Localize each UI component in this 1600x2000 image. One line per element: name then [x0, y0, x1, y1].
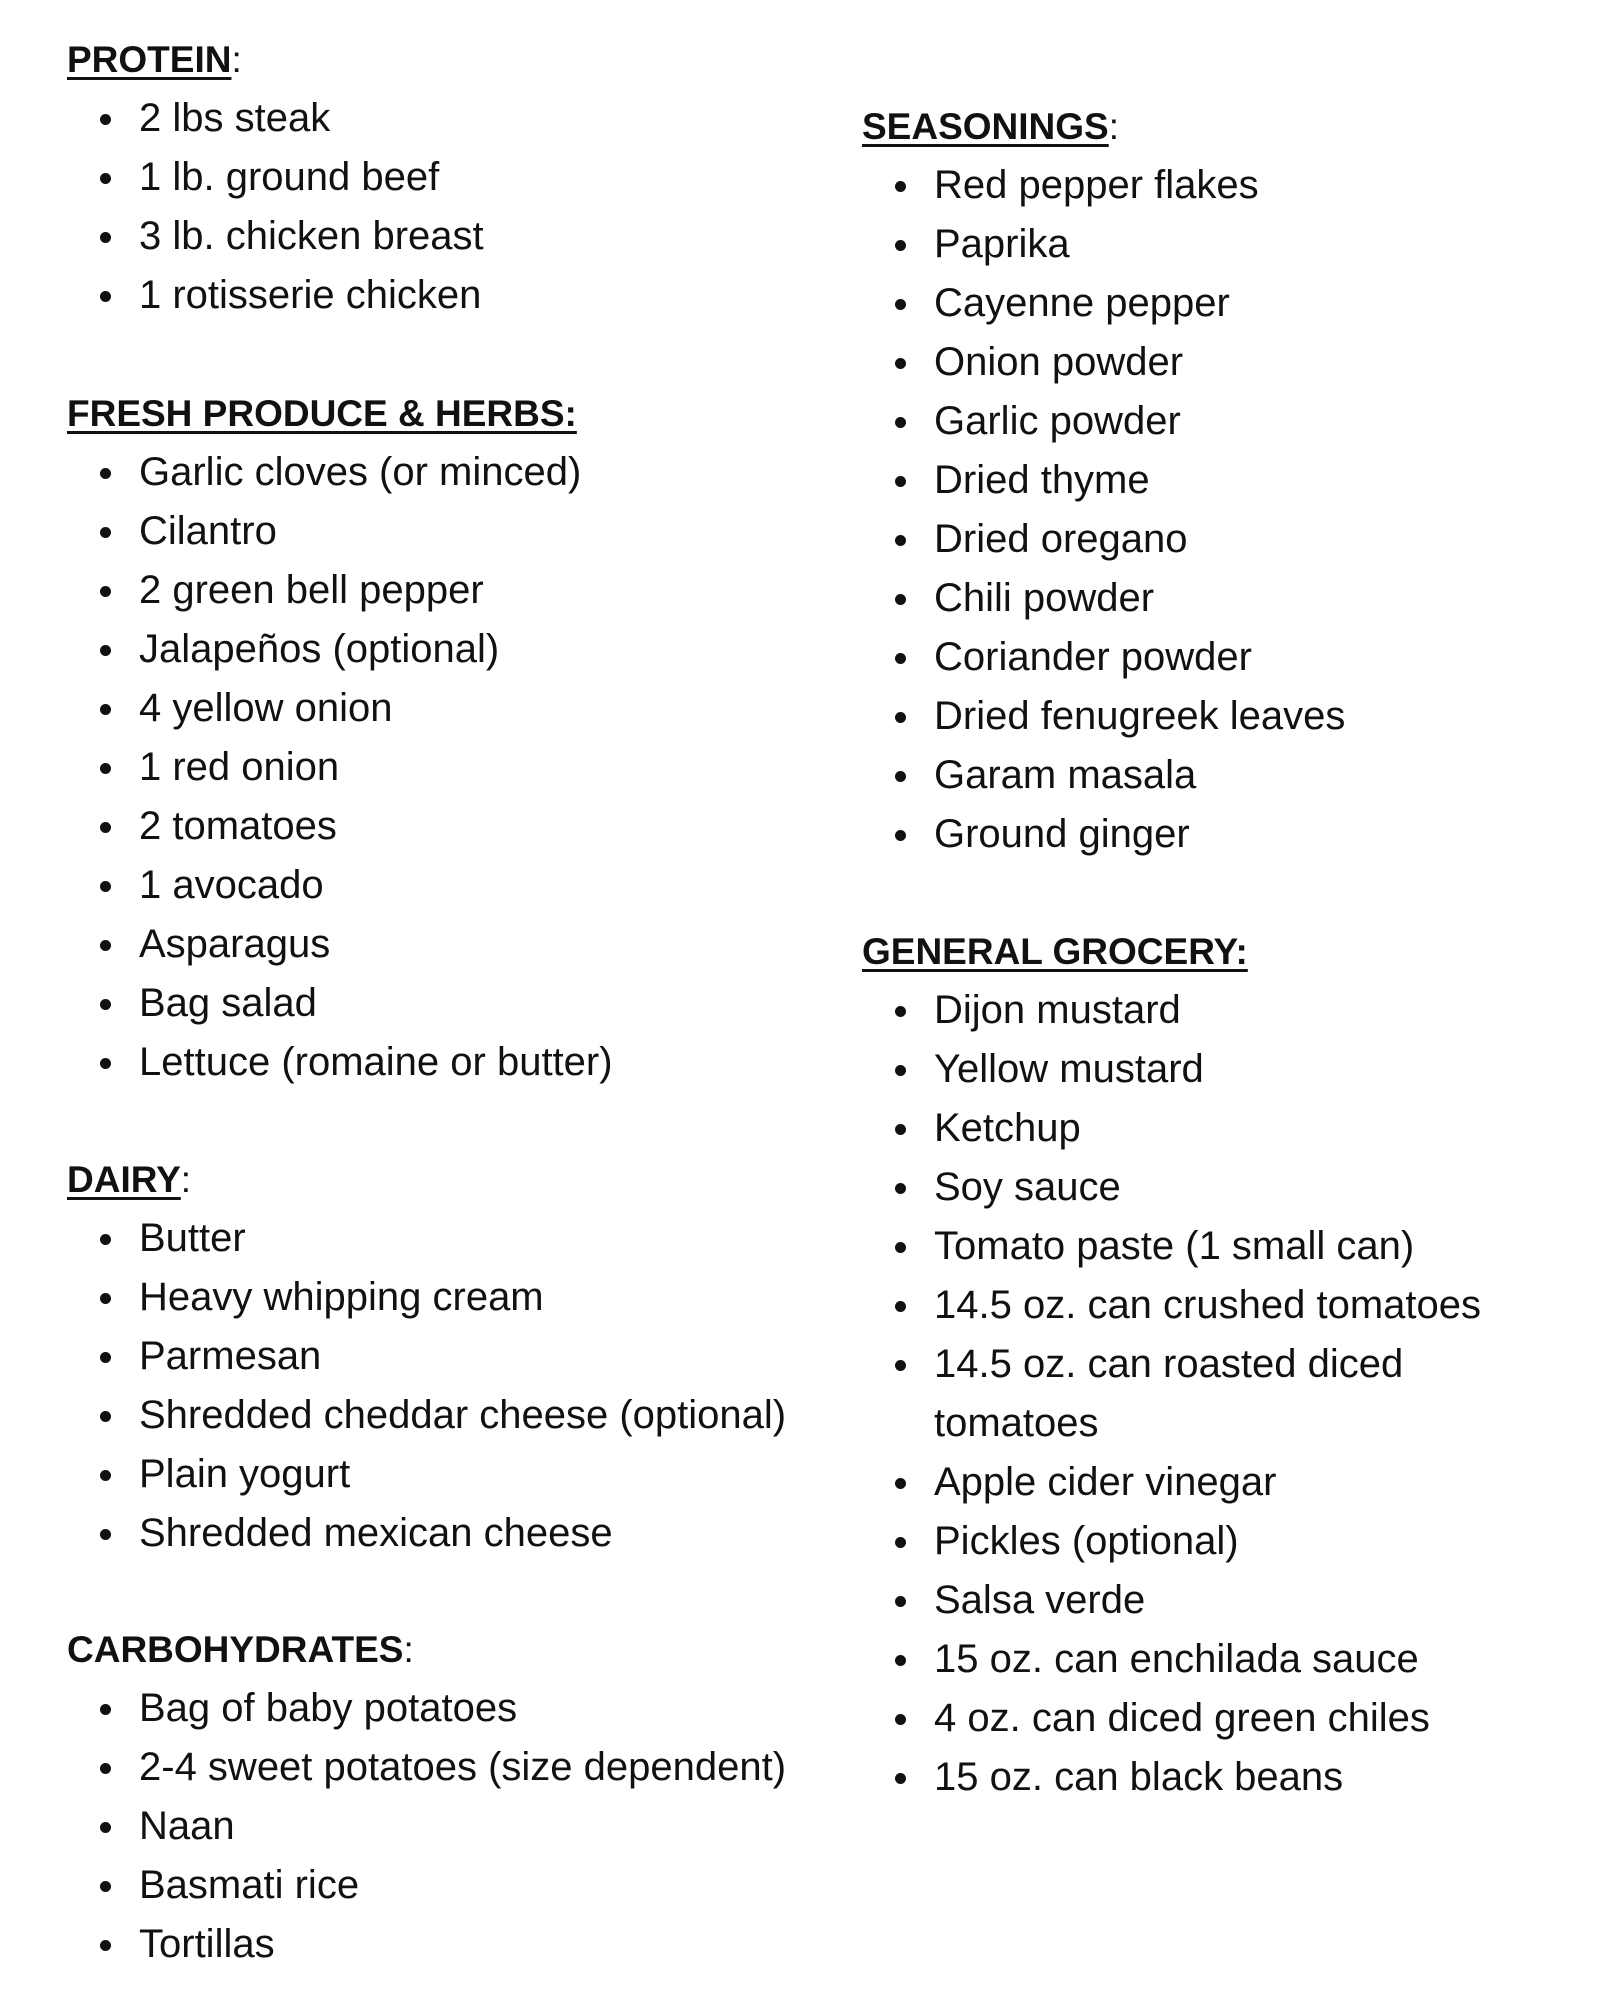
list-item: Dried thyme	[862, 451, 1345, 510]
list-item: Dried oregano	[862, 510, 1345, 569]
list-item: 1 rotisserie chicken	[67, 266, 484, 325]
section-heading	[862, 922, 1494, 981]
list-item: Basmati rice	[67, 1856, 786, 1915]
list-item: Bag salad	[67, 974, 613, 1033]
list-item: Tortillas	[67, 1915, 786, 1974]
list-item: Cayenne pepper	[862, 274, 1345, 333]
protein-heading: PROTEIN	[67, 39, 232, 80]
list-item: Salsa verde	[862, 1571, 1494, 1630]
seasonings-list	[862, 156, 1345, 864]
section-heading: CARBOHYDRATES:	[67, 1629, 414, 1670]
protein-section	[67, 30, 484, 325]
list-item: Plain yogurt	[67, 1445, 786, 1504]
list-item: Paprika	[862, 215, 1345, 274]
list-item: Onion powder	[862, 333, 1345, 392]
seasonings-heading: SEASONINGS	[862, 106, 1109, 147]
list-item: Shredded mexican cheese	[67, 1504, 786, 1563]
list-item: Jalapeños (optional)	[67, 620, 613, 679]
list-item: Lettuce (romaine or butter)	[67, 1033, 613, 1092]
list-item: Garam masala	[862, 746, 1345, 805]
list-item: Red pepper flakes	[862, 156, 1345, 215]
general-grocery-section	[862, 922, 1494, 1807]
list-item: Dijon mustard	[862, 981, 1494, 1040]
list-item: 1 lb. ground beef	[67, 148, 484, 207]
dairy-heading: DAIRY	[67, 1159, 181, 1200]
general-grocery-heading: GENERAL GROCERY:	[862, 931, 1248, 972]
list-item: 2 lbs steak	[67, 89, 484, 148]
list-item: Tomato paste (1 small can)	[862, 1217, 1494, 1276]
list-item: 4 oz. can diced green chiles	[862, 1689, 1494, 1748]
list-item: 14.5 oz. can crushed tomatoes	[862, 1276, 1494, 1335]
list-item: 1 red onion	[67, 738, 613, 797]
dairy-list	[67, 1209, 786, 1563]
list-item: Garlic powder	[862, 392, 1345, 451]
list-item: Naan	[67, 1797, 786, 1856]
list-item: Heavy whipping cream	[67, 1268, 786, 1327]
list-item: 2 tomatoes	[67, 797, 613, 856]
list-item: 1 avocado	[67, 856, 613, 915]
list-item: Chili powder	[862, 569, 1345, 628]
section-heading: SEASONINGS:	[862, 106, 1119, 147]
section-heading: DAIRY:	[67, 1159, 192, 1200]
list-item: Coriander powder	[862, 628, 1345, 687]
list-item: Shredded cheddar cheese (optional)	[67, 1386, 786, 1445]
list-item: Soy sauce	[862, 1158, 1494, 1217]
list-item: Apple cider vinegar	[862, 1453, 1494, 1512]
list-item: 4 yellow onion	[67, 679, 613, 738]
list-item: Dried fenugreek leaves	[862, 687, 1345, 746]
list-item: Ground ginger	[862, 805, 1345, 864]
list-item: Cilantro	[67, 502, 613, 561]
list-item: Pickles (optional)	[862, 1512, 1494, 1571]
list-item: 3 lb. chicken breast	[67, 207, 484, 266]
produce-list	[67, 443, 613, 1092]
list-item: 2 green bell pepper	[67, 561, 613, 620]
list-item: 2-4 sweet potatoes (size dependent)	[67, 1738, 786, 1797]
produce-section	[67, 384, 613, 1092]
carbohydrates-section	[67, 1620, 786, 1974]
list-item: 15 oz. can black beans	[862, 1748, 1494, 1807]
dairy-section	[67, 1150, 786, 1563]
carbohydrates-heading: CARBOHYDRATES	[67, 1629, 404, 1670]
carbohydrates-list	[67, 1679, 786, 1974]
general-grocery-list	[862, 981, 1494, 1807]
list-item: Bag of baby potatoes	[67, 1679, 786, 1738]
list-item: Parmesan	[67, 1327, 786, 1386]
list-item: Butter	[67, 1209, 786, 1268]
list-item: Ketchup	[862, 1099, 1494, 1158]
section-heading: PROTEIN:	[67, 39, 242, 80]
seasonings-section	[862, 97, 1345, 864]
list-item: Yellow mustard	[862, 1040, 1494, 1099]
produce-heading: FRESH PRODUCE & HERBS:	[67, 393, 577, 434]
section-heading	[67, 384, 613, 443]
list-item: Garlic cloves (or minced)	[67, 443, 613, 502]
list-item: Asparagus	[67, 915, 613, 974]
list-item: 15 oz. can enchilada sauce	[862, 1630, 1494, 1689]
protein-list	[67, 89, 484, 325]
list-item: 14.5 oz. can roasted diced tomatoes	[862, 1335, 1494, 1453]
